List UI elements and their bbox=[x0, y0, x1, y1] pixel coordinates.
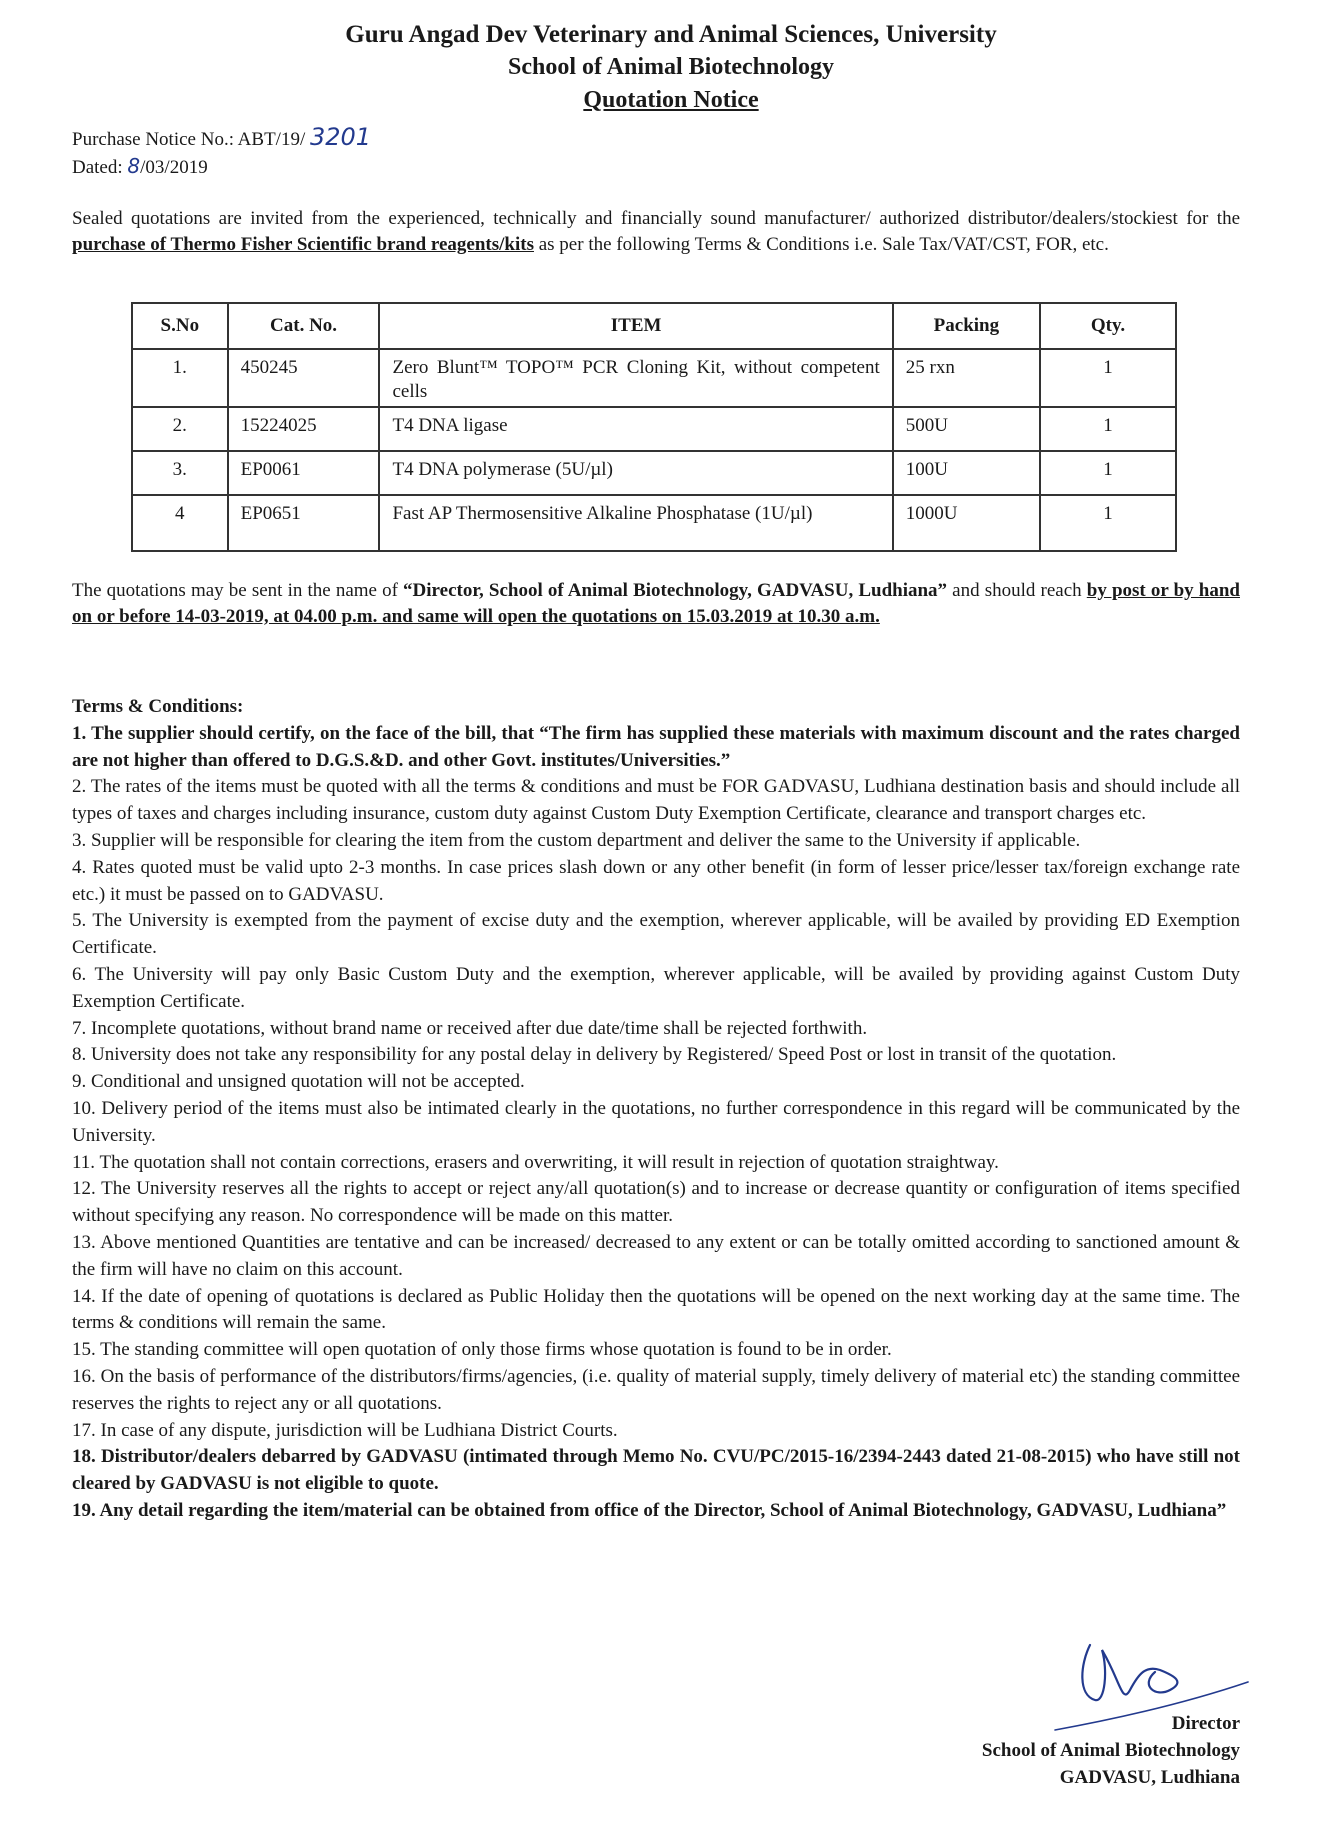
cell-item: Fast AP Thermosensitive Alkaline Phosphatase (1U/µl) bbox=[379, 495, 892, 551]
purchase-notice-label: Purchase Notice No.: ABT/19/ bbox=[72, 129, 306, 150]
term-item bbox=[72, 1284, 1240, 1338]
signatory-title: Director bbox=[1171, 1713, 1240, 1734]
cell-cat-no: EP0651 bbox=[228, 495, 380, 551]
term-item bbox=[72, 1337, 1240, 1364]
intro-text-2: as per the following Terms & Conditions i.e. Sale Tax/VAT/CST, FOR, etc. bbox=[533, 234, 1109, 255]
term-number: 11. bbox=[72, 1151, 96, 1173]
cell-sno: 1. bbox=[132, 349, 228, 407]
term-number: 17. bbox=[72, 1419, 96, 1441]
header-packing: Packing bbox=[893, 303, 1040, 349]
term-item bbox=[72, 1096, 1240, 1150]
cell-sno: 3. bbox=[132, 451, 228, 495]
term-item bbox=[72, 1364, 1240, 1418]
term-text: Supplier will be responsible for clearing the item from the custom department and deliver the same to the University if applicable. bbox=[91, 829, 1081, 851]
term-number: 16. bbox=[72, 1365, 96, 1387]
term-number: 4. bbox=[72, 856, 87, 878]
university-name: Guru Angad Dev Veterinary and Animal Sciences, University bbox=[345, 21, 997, 48]
terms-section bbox=[72, 694, 1240, 1525]
term-number: 18. bbox=[72, 1446, 96, 1468]
intro-emphasis: purchase of Thermo Fisher Scientific brand reagents/kits bbox=[72, 234, 534, 255]
cell-packing: 100U bbox=[893, 451, 1040, 495]
term-text: Above mentioned Quantities are tentative and can be increased/ decreased to any extent or can be totally omitted according to sanctioned amount & the firm will have no claim on this account. bbox=[72, 1231, 1240, 1280]
school-name: School of Animal Biotechnology bbox=[507, 54, 835, 80]
term-item bbox=[72, 1150, 1240, 1177]
term-item bbox=[72, 1418, 1240, 1445]
term-number: 14. bbox=[72, 1285, 96, 1307]
term-number: 1. bbox=[72, 722, 87, 744]
term-item bbox=[72, 1444, 1240, 1498]
term-number: 5. bbox=[72, 910, 87, 932]
header-qty: Qty. bbox=[1040, 303, 1176, 349]
term-number: 2. bbox=[72, 776, 87, 798]
term-item bbox=[72, 1069, 1240, 1096]
cell-sno: 2. bbox=[132, 407, 228, 451]
purchase-notice-number: 3201 bbox=[310, 123, 372, 151]
term-number: 12. bbox=[72, 1178, 96, 1200]
term-item bbox=[72, 1498, 1240, 1525]
signatory-place: GADVASU, Ludhiana bbox=[1059, 1767, 1240, 1788]
term-text: On the basis of performance of the distributors/firms/agencies, (i.e. quality of material supply, timely delivery of material etc) the standing committee reserves the rights to reject any or all quotations. bbox=[72, 1365, 1240, 1414]
term-number: 15. bbox=[72, 1339, 96, 1361]
intro-paragraph bbox=[72, 206, 1240, 258]
term-item bbox=[72, 774, 1240, 828]
table-row bbox=[132, 495, 1176, 551]
term-item bbox=[72, 1016, 1240, 1043]
term-number: 8. bbox=[72, 1044, 87, 1066]
cell-qty: 1 bbox=[1040, 495, 1176, 551]
submission-text-2: and should reach bbox=[947, 580, 1087, 601]
term-item bbox=[72, 1042, 1240, 1069]
term-item bbox=[72, 828, 1240, 855]
term-text: If the date of opening of quotations is declared as Public Holiday then the quotations will be opened on the next working day at the same time. The terms & conditions will remain the same. bbox=[72, 1285, 1240, 1334]
table-row bbox=[132, 349, 1176, 407]
cell-packing: 1000U bbox=[893, 495, 1040, 551]
purchase-notice-line bbox=[72, 124, 371, 153]
cell-item: T4 DNA polymerase (5U/µl) bbox=[379, 451, 892, 495]
term-item bbox=[72, 1176, 1240, 1230]
table-header-row bbox=[132, 303, 1176, 349]
term-text: The supplier should certify, on the face of the bill, that “The firm has supplied these materials with maximum discount and the rates charged are not higher than offered to D.G.S.&D. and other Govt. institutes/Universities.” bbox=[72, 722, 1240, 771]
term-text: The University will pay only Basic Custom Duty and the exemption, wherever applicable, will be availed by providing against Custom Duty Exemption Certificate. bbox=[72, 963, 1240, 1012]
term-number: 7. bbox=[72, 1017, 87, 1039]
dated-line bbox=[72, 153, 371, 181]
term-text: Rates quoted must be valid upto 2-3 months. In case prices slash down or any other benefit (in form of lesser price/lesser tax/foreign exchange rate etc.) it must be passed on to GADVASU. bbox=[72, 856, 1240, 905]
term-item bbox=[72, 721, 1240, 775]
term-text: The standing committee will open quotation of only those firms whose quotation is found to be in order. bbox=[100, 1339, 892, 1361]
dated-rest: /03/2019 bbox=[140, 157, 208, 178]
dated-day: 8 bbox=[127, 154, 141, 178]
term-text: Delivery period of the items must also be intimated clearly in the quotations, no further correspondence in this regard will be communicated by the University. bbox=[72, 1097, 1241, 1146]
cell-qty: 1 bbox=[1040, 451, 1176, 495]
cell-packing: 25 rxn bbox=[893, 349, 1040, 407]
dated-label: Dated: bbox=[72, 157, 123, 178]
term-number: 6. bbox=[72, 963, 87, 985]
term-text: The University reserves all the rights to accept or reject any/all quotation(s) and to increase or decrease quantity or configuration of items specified without specifying any reason. No correspondence will be made on this matter. bbox=[72, 1178, 1240, 1227]
submission-addressee: “Director, School of Animal Biotechnology, GADVASU, Ludhiana” bbox=[403, 580, 948, 601]
signature-block bbox=[982, 1710, 1240, 1791]
term-text: Distributor/dealers debarred by GADVASU (intimated through Memo No. CVU/PC/2015-16/2394-2443 dated 21-08-2015) who have still not cleared by GADVASU is not eligible to quote. bbox=[72, 1446, 1241, 1495]
term-text: In case of any dispute, jurisdiction will be Ludhiana District Courts. bbox=[100, 1419, 618, 1441]
term-text: University does not take any responsibility for any postal delay in delivery by Registered/ Speed Post or lost in transit of the quotation. bbox=[91, 1044, 1117, 1066]
term-number: 3. bbox=[72, 829, 87, 851]
terms-list bbox=[72, 721, 1240, 1525]
header-cat-no: Cat. No. bbox=[228, 303, 380, 349]
header-item: ITEM bbox=[379, 303, 892, 349]
term-number: 19. bbox=[72, 1499, 96, 1521]
cell-packing: 500U bbox=[893, 407, 1040, 451]
table-row bbox=[132, 407, 1176, 451]
terms-heading: Terms & Conditions: bbox=[72, 696, 244, 717]
cell-cat-no: 15224025 bbox=[228, 407, 380, 451]
cell-cat-no: 450245 bbox=[228, 349, 380, 407]
intro-text-1: Sealed quotations are invited from the experienced, technically and financially sound manufacturer/ authorized distributor/dealers/stockiest for the bbox=[72, 208, 1240, 229]
term-item bbox=[72, 908, 1240, 962]
term-number: 9. bbox=[72, 1071, 87, 1093]
term-text: The quotation shall not contain corrections, erasers and overwriting, it will result in rejection of quotation straightway. bbox=[99, 1151, 999, 1173]
term-text: Any detail regarding the item/material can be obtained from office of the Director, School of Animal Biotechnology, GADVASU, Ludhiana” bbox=[99, 1499, 1227, 1521]
term-number: 13. bbox=[72, 1231, 96, 1253]
cell-item: Zero Blunt™ TOPO™ PCR Cloning Kit, without competent cells bbox=[379, 349, 892, 407]
term-item bbox=[72, 1230, 1240, 1284]
items-table bbox=[131, 302, 1177, 552]
cell-sno: 4 bbox=[132, 495, 228, 551]
submission-paragraph bbox=[72, 578, 1240, 630]
cell-item: T4 DNA ligase bbox=[379, 407, 892, 451]
term-text: Incomplete quotations, without brand name or received after due date/time shall be rejected forthwith. bbox=[91, 1017, 868, 1039]
term-text: Conditional and unsigned quotation will not be accepted. bbox=[91, 1071, 525, 1093]
cell-qty: 1 bbox=[1040, 407, 1176, 451]
submission-text-1: The quotations may be sent in the name of bbox=[72, 580, 404, 601]
signatory-department: School of Animal Biotechnology bbox=[981, 1740, 1240, 1761]
cell-qty: 1 bbox=[1040, 349, 1176, 407]
submission-deadline: by post or by hand on or before 14-03-2019, at 04.00 p.m. and same will open the quotations on 15.03.2019 at 10.30 a.m. bbox=[72, 580, 1240, 627]
term-text: The rates of the items must be quoted with all the terms & conditions and must be FOR GADVASU, Ludhiana destination basis and should include all types of taxes and charges including insurance, custom duty against Custom Duty Exemption Certificate, clearance and transport charges etc. bbox=[72, 776, 1240, 825]
cell-cat-no: EP0061 bbox=[228, 451, 380, 495]
notice-title: Quotation Notice bbox=[583, 87, 759, 113]
term-item bbox=[72, 962, 1240, 1016]
term-text: The University is exempted from the payment of excise duty and the exemption, wherever applicable, will be availed by providing ED Exemption Certificate. bbox=[72, 910, 1240, 959]
notice-meta bbox=[72, 124, 371, 181]
document-header bbox=[0, 18, 1322, 117]
term-item bbox=[72, 855, 1240, 909]
term-number: 10. bbox=[72, 1097, 96, 1119]
header-sno: S.No bbox=[132, 303, 228, 349]
table-row bbox=[132, 451, 1176, 495]
